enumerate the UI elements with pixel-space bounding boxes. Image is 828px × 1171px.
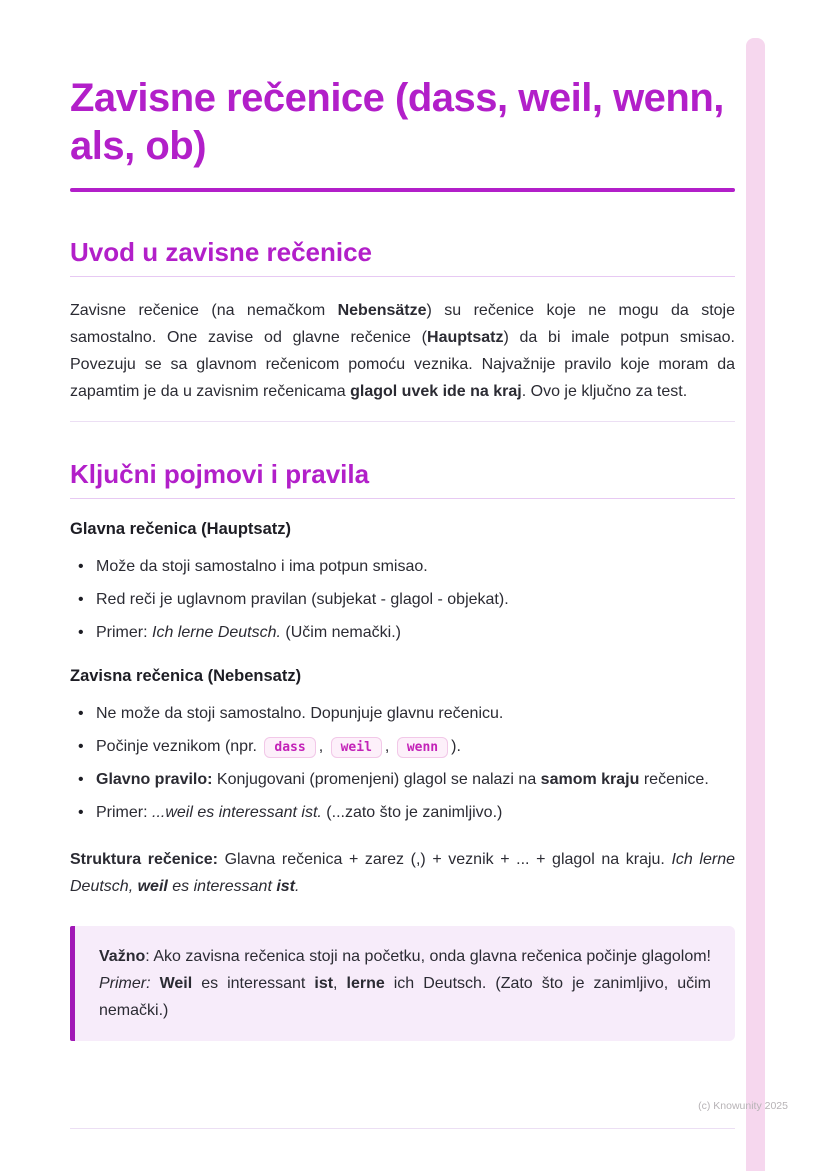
heading-underline xyxy=(70,498,735,499)
subheading-hauptsatz: Glavna rečenica (Hauptsatz) xyxy=(70,520,291,538)
heading-underline xyxy=(70,276,735,277)
list-item: • Red reči je uglavnom pravilan (subjekat - glagol - objekat). xyxy=(70,587,735,613)
bottom-divider xyxy=(70,1128,735,1129)
important-callout xyxy=(70,926,735,1041)
section-divider xyxy=(70,421,735,422)
section-heading-uvod: Uvod u zavisne rečenice xyxy=(70,237,373,267)
list-item: • Može da stoji samostalno i ima potpun smisao. xyxy=(70,554,735,580)
intro-paragraph: Zavisne rečenice (na nemačkom Nebensätze) su rečenice koje ne mogu da stoje samostalno. One zavise od glavne rečenice (Hauptsatz) da bi imale potpun smisao. Povezuju se sa glavnom rečenicom pomoću veznika. Najvažnije pravilo koje moram da zapamtim je da u zavisnim rečenicama glagol uvek ide na kraj. Ovo je ključno za test. xyxy=(70,302,736,400)
subheading-nebensatz: Zavisna rečenica (Nebensatz) xyxy=(70,667,302,685)
list-item: • Primer: Ich lerne Deutsch. (Učim nemački.) xyxy=(70,620,735,646)
page-title: Zavisne rečenice (dass, weil, wenn, als, ob) xyxy=(70,76,724,168)
title-divider xyxy=(70,188,735,192)
hauptsatz-list xyxy=(70,554,735,646)
copyright-text: (c) Knowunity 2025 xyxy=(698,1100,788,1112)
list-item: • Glavno pravilo: Konjugovani (promenjeni) glagol se nalazi na samom kraju rečenice. xyxy=(70,767,735,793)
section-heading-kljucni: Ključni pojmovi i pravila xyxy=(70,459,370,489)
list-item: • Počinje veznikom (npr. dass , weil , wenn ). xyxy=(70,734,735,760)
nebensatz-list xyxy=(70,701,735,826)
list-item: • Ne može da stoji samostalno. Dopunjuje glavnu rečenicu. xyxy=(70,701,735,727)
callout-text: Važno: Ako zavisna rečenica stoji na početku, onda glavna rečenica počinje glagolom! Primer: Weil es interessant ist, lerne ich Deutsch. (Zato što je zanimljivo, učim nemački.) xyxy=(99,948,711,1019)
structure-paragraph: Struktura rečenice: Glavna rečenica + zarez (,) + veznik + ... + glagol na kraju. Ich lerne Deutsch, weil es interessant ist. xyxy=(70,851,735,895)
list-item: • Primer: ...weil es interessant ist. (...zato što je zanimljivo.) xyxy=(70,800,735,826)
